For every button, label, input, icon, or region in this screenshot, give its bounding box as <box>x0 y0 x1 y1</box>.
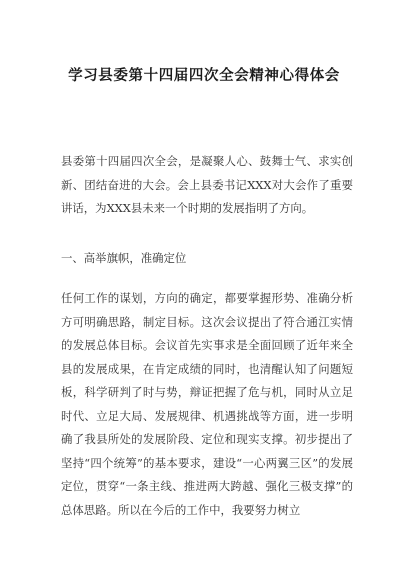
section-heading: 一、高举旗帜，准确定位 <box>61 251 187 265</box>
document-title: 学习县委第十四届四次全会精神心得体会 <box>68 68 340 84</box>
paragraph-body: 任何工作的谋划，方向的确定，都要掌握形势、准确分析方可明确思路，制定目标。这次会议提出了符合通江实情的发展总体目标。会议首先实事求是全面回顾了近年来全县的发展成果，在肯定成绩的同时，也清醒认知了问题短板，科学研判了时与势，辩证把握了危与机，同时从立足时代、立足大局、发展规律、机遇挑战等方面，进一步明确了我县所处的发展阶段、定位和现实支撑。初步提出了坚持“四个统筹”的基本要求，建设“一心两翼三区”的发展定位，贯穿“一条主线、推进两大跨越、强化三极支撑”的总体思路。所以在今后的工作中，我要努力树立 <box>61 291 353 517</box>
paragraph-intro: 县委第十四届四次全会，是凝聚人心、鼓舞士气、求实创新、团结奋进的大会。会上县委书记XXX对大会作了重要讲话，为XXX县未来一个时期的发展指明了方向。 <box>61 154 353 215</box>
